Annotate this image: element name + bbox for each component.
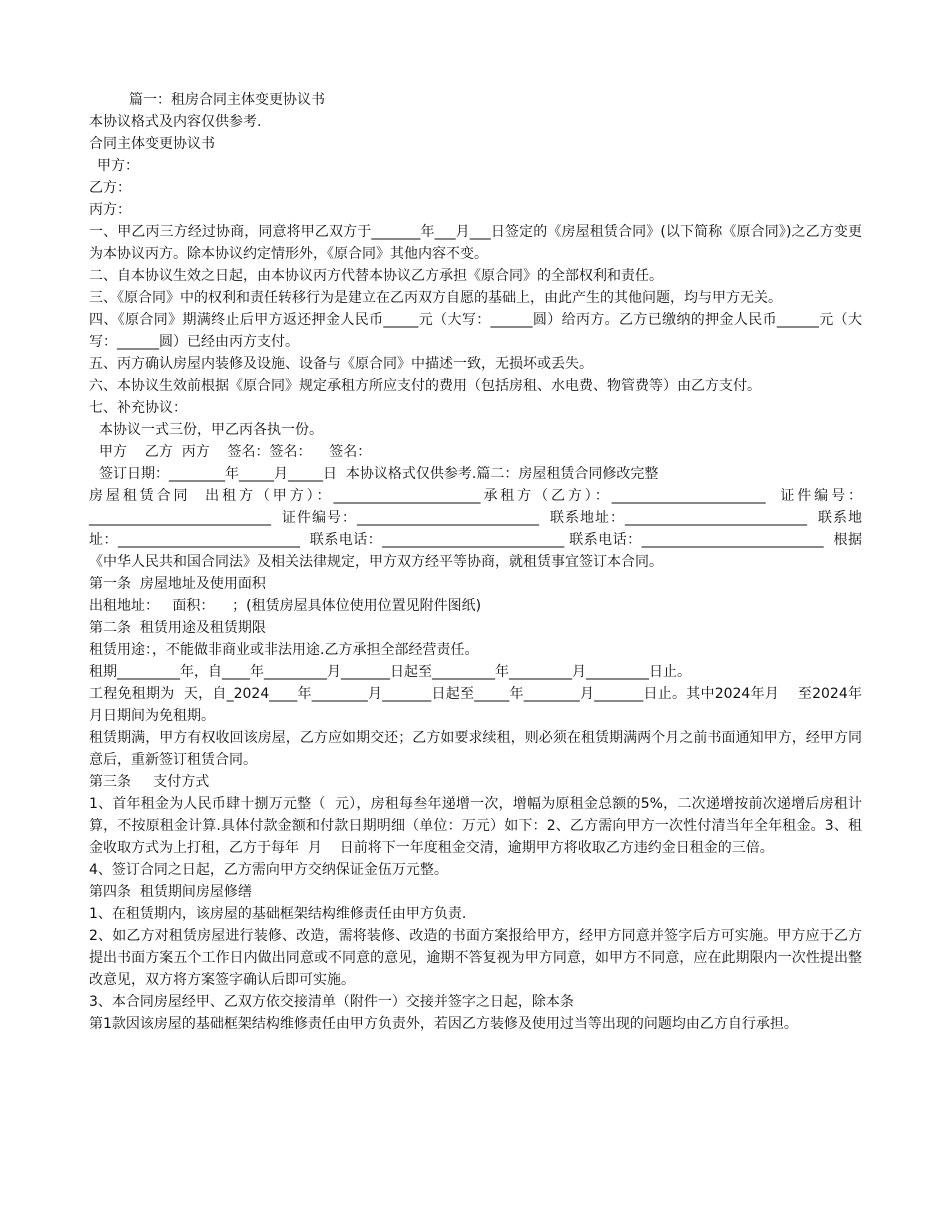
article-4-heading: 第四条 租赁期间房屋修缮 <box>89 884 252 900</box>
clause-4: 四、《原合同》期满终止后甲方返还押金人民币_____元（大写：______圆）给丙方。乙方已缴纳的押金人民币______元（大写：______圆）已经由丙方支付。 <box>89 312 862 350</box>
document-title: 篇一：租房合同主体变更协议书 <box>129 92 325 108</box>
agreement-heading: 合同主体变更协议书 <box>89 136 215 152</box>
clause-3: 三、《原合同》中的权利和责任转移行为是建立在乙丙双方自愿的基础上，由此产生的其他问题，均与甲方无关。 <box>89 290 782 306</box>
clause-2: 二、自本协议生效之日起，由本协议丙方代替本协议乙方承担《原合同》的全部权利和责任。 <box>89 268 663 284</box>
clause-6: 六、本协议生效前根据《原合同》规定承租方所应支付的费用（包括房租、水电费、物管费等）由乙方支付。 <box>89 378 761 394</box>
signature-line: 甲方 乙方 丙方 签名：签名： 签名： <box>99 444 372 460</box>
article-2-rent-free: 工程免租期为 天，自_2024____年________月_______日起至_____年________月_______日止。其中2024年月 至2024年 月日期间为免租期。 <box>89 686 880 724</box>
reference-note: 本协议格式及内容仅供参考. <box>89 114 262 130</box>
lease-contract-intro: 房屋租赁合同 出租方（甲方）：_____________________承租方（乙方）：______________________ 证件编号：__________________________ 证件编号：__________________________ 联系地址：__________________________ 联系地址：__________________________ 联系电话：__________________________ 联系电话：__________________________ 根据《中华人民共和国合同法》及相关法律规定，甲方双方经平等协商，就租赁事宜签订本合同。 <box>89 488 862 570</box>
party-c-line: 丙方： <box>89 202 131 218</box>
article-4-item-3-cont: 第1款因该房屋的基础框架结构维修责任由甲方负责外，若因乙方装修及使用过当等出现的问题均由乙方自行承担。 <box>89 1016 798 1032</box>
article-1-heading: 第一条 房屋地址及使用面积 <box>89 576 266 592</box>
party-b-line: 乙方： <box>89 180 131 196</box>
copies-note: 本协议一式三份，甲乙丙各执一份。 <box>99 422 323 438</box>
article-3-item-1: 1、首年租金为人民币肆十捌万元整（ 元），房租每叁年递增一次，增幅为原租金总额的5%，二次递增按前次递增后房租计算，不按原租金计算.具体付款金额和付款日期明细（单位：万元）如下：2、乙方需向甲方一次性付清当年全年租金。3、租金收取方式为上打租，乙方于每年 月 日前将下一年度租金交清，逾期甲方将收取乙方违约金日租金的三倍。 <box>89 796 862 856</box>
sign-date-line: 签订日期：________年_____月_____日 本协议格式仅供参考.篇二：房屋租赁合同修改完整 <box>99 466 659 482</box>
article-3-item-4: 4、签订合同之日起，乙方需向甲方交纳保证金伍万元整。 <box>89 862 448 878</box>
article-3-heading: 第三条 支付方式 <box>89 774 210 790</box>
article-4-item-1: 1、在租赁期内，该房屋的基础框架结构维修责任由甲方负责. <box>89 906 467 922</box>
article-2-expiry: 租赁期满，甲方有权收回该房屋，乙方应如期交还；乙方如要求续租，则必须在租赁期满两个月之前书面通知甲方，经甲方同意后，重新签订租赁合同。 <box>89 730 862 768</box>
article-4-item-2: 2、如乙方对租赁房屋进行装修、改造，需将装修、改造的书面方案报给甲方，经甲方同意并签字后方可实施。甲方应于乙方提出书面方案五个工作日内做出同意或不同意的意见，逾期不答复视为甲方同意，如甲方不同意，应在此期限内一次性提出整改意见，双方将方案签字确认后即可实施。 <box>89 928 862 988</box>
clause-1: 一、甲乙丙三方经过协商，同意将甲乙双方于_______年___月___日签定的《房屋租赁合同》(以下简称《原合同》)之乙方变更为本协议丙方。除本协议约定情形外，《原合同》其他内容不变。 <box>89 224 862 262</box>
clause-5: 五、丙方确认房屋内装修及设施、设备与《原合同》中描述一致，无损坏或丢失。 <box>89 356 593 372</box>
article-2-term: 租期_________年，自____年_________月_______日起至_________年_________月_________日止。 <box>89 664 691 680</box>
article-4-item-3: 3、本合同房屋经甲、乙双方依交接清单（附件一）交接并签字之日起，除本条 <box>89 994 574 1010</box>
article-2-use: 租赁用途：，不能做非商业或非法用途.乙方承担全部经营责任。 <box>89 642 479 658</box>
article-1-address: 出租地址： 面积： ；(租赁房屋具体位使用位置见附件图纸) <box>89 598 482 614</box>
clause-7: 七、补充协议： <box>89 400 187 416</box>
party-a-line: 甲方： <box>97 158 139 174</box>
article-2-heading: 第二条 租赁用途及租赁期限 <box>89 620 266 636</box>
